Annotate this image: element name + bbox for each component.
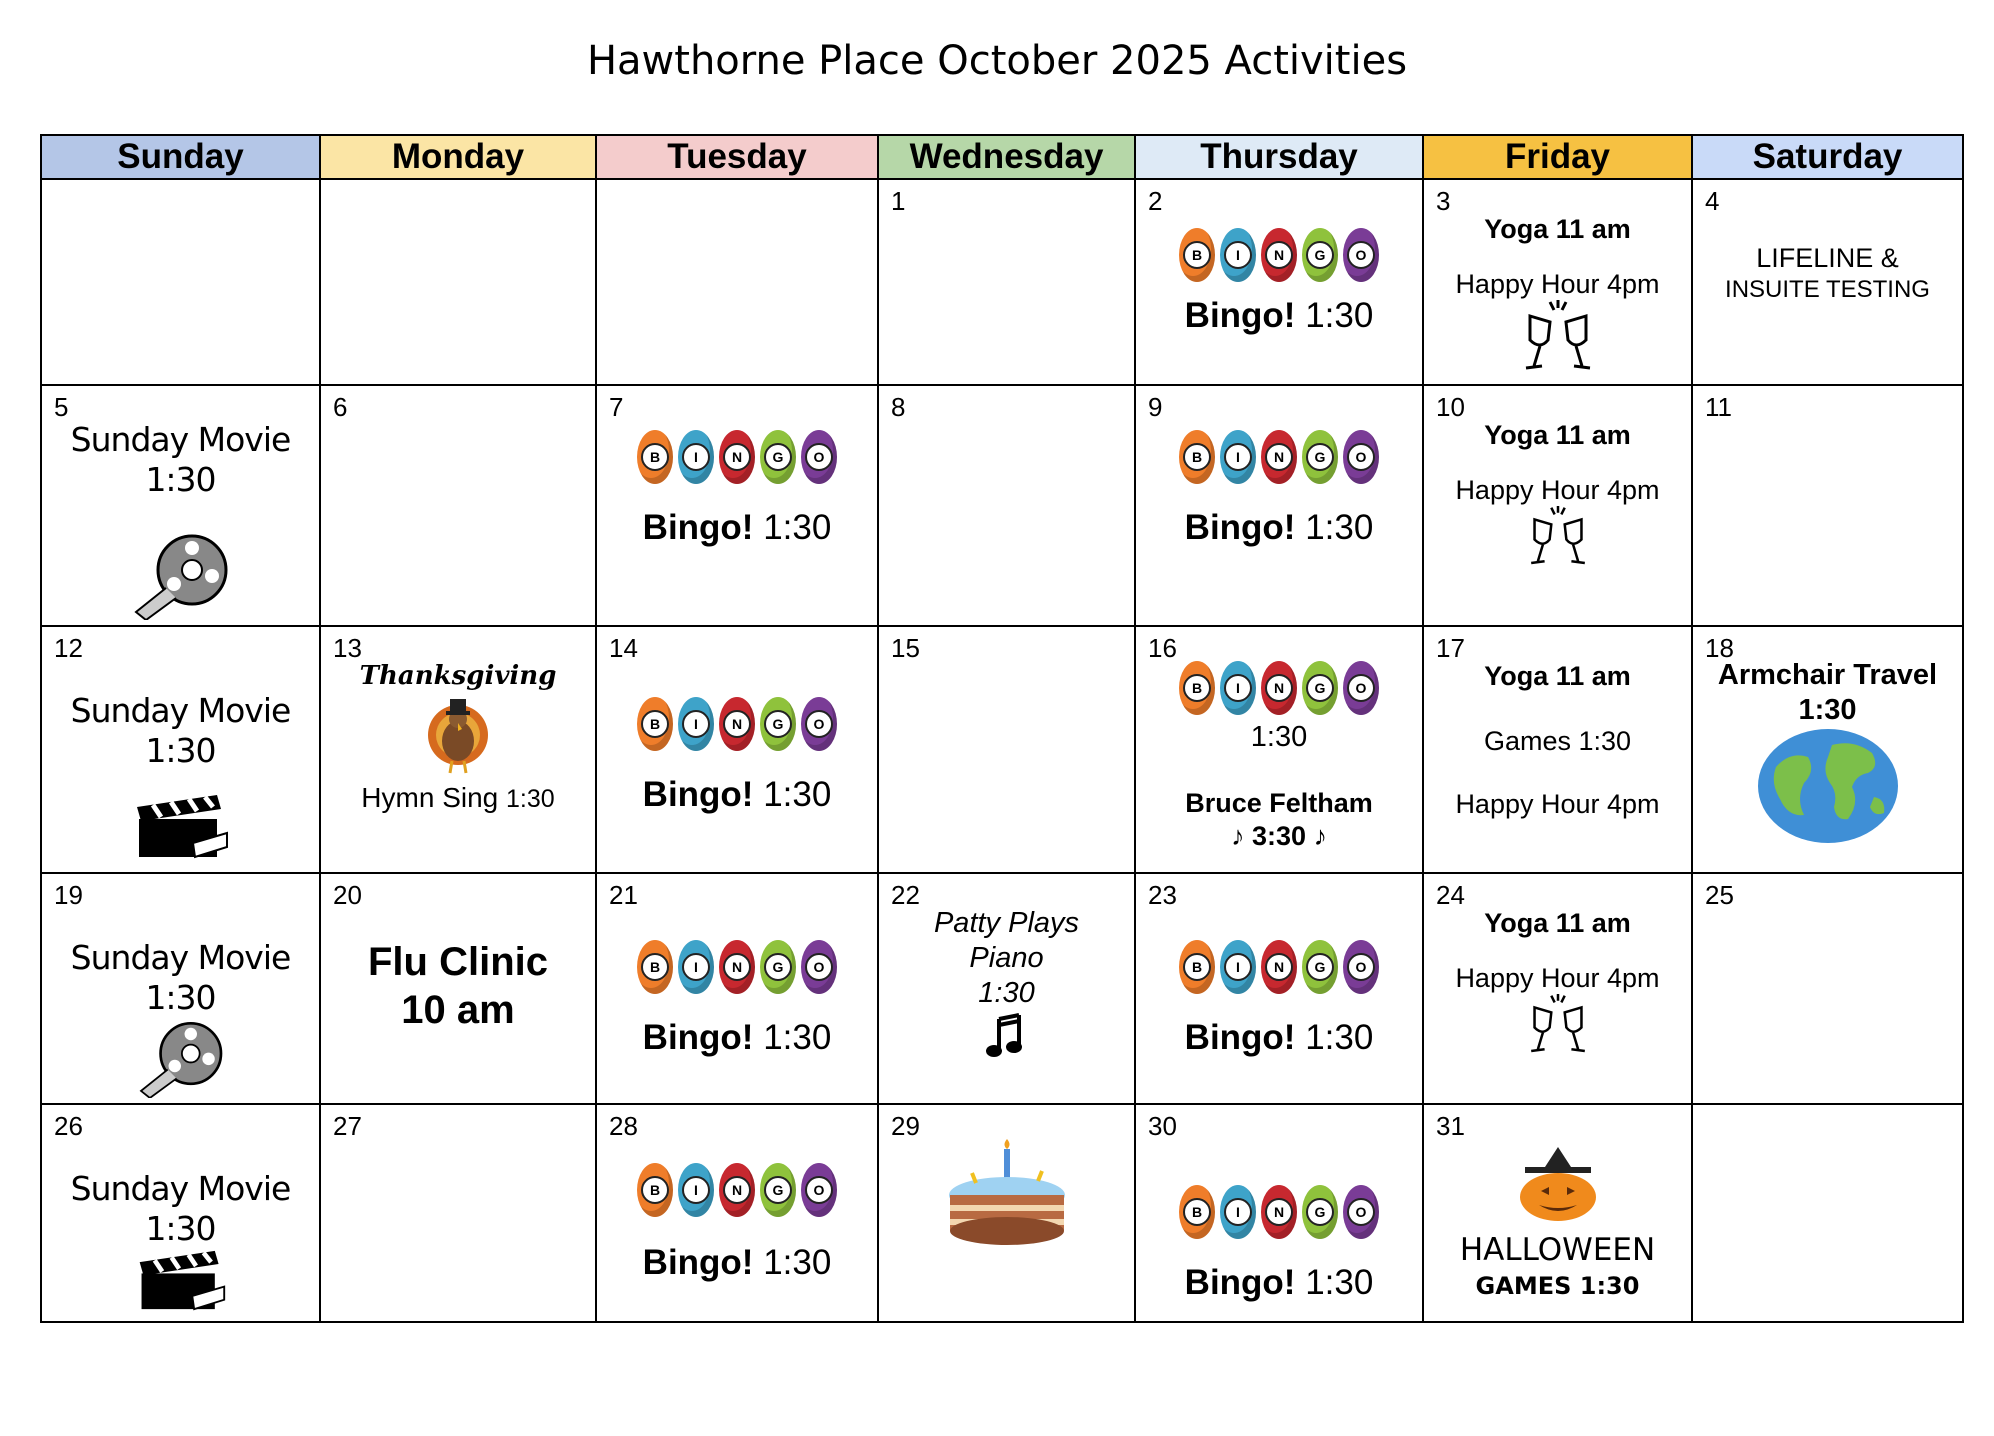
weekday-header-row: [41, 135, 1963, 179]
film-reel-icon: [126, 1018, 236, 1098]
music-note-icon: [985, 1011, 1029, 1061]
day-cell: [1692, 385, 1963, 626]
date-number: 24: [1436, 880, 1465, 910]
sunday-movie-event: Sunday Movie: [70, 420, 291, 459]
date-number: 7: [609, 392, 624, 422]
date-number: 21: [609, 880, 638, 910]
bingo-event: Bingo! 1:30: [1184, 296, 1374, 335]
day-cell: [596, 1104, 878, 1322]
day-cell-empty: [320, 179, 596, 385]
date-number: 17: [1436, 633, 1465, 663]
date-number: 19: [54, 880, 83, 910]
day-cell: [41, 873, 320, 1104]
date-number: 9: [1148, 392, 1163, 422]
week-row: [41, 179, 1963, 385]
day-cell: [41, 626, 320, 873]
date-number: 28: [609, 1111, 638, 1141]
day-cell: [1135, 179, 1423, 385]
armchair-travel-event: Armchair Travel: [1717, 659, 1938, 691]
bingo-balls-icon: B I N G O: [597, 697, 877, 751]
day-cell: [596, 626, 878, 873]
date-number: 27: [333, 1111, 362, 1141]
day-cell: [1135, 385, 1423, 626]
cheers-glasses-icon: [1510, 506, 1606, 568]
day-cell: [41, 385, 320, 626]
halloween-games: GAMES 1:30: [1475, 1272, 1640, 1300]
date-number: 22: [891, 880, 920, 910]
film-reel-icon: [126, 530, 236, 620]
date-number: 15: [891, 633, 920, 663]
cheers-glasses-icon: [1510, 300, 1606, 374]
thanksgiving-label: Thanksgiving: [359, 661, 557, 691]
day-cell: [1135, 1104, 1423, 1322]
movie-time: 1:30: [145, 978, 216, 1017]
date-number: 14: [609, 633, 638, 663]
bingo-event: Bingo! 1:30: [642, 1243, 832, 1282]
games-event: Games 1:30: [1483, 726, 1632, 756]
date-number: 10: [1436, 392, 1465, 422]
date-number: 20: [333, 880, 362, 910]
date-number: 3: [1436, 186, 1451, 216]
lifeline-event: LIFELINE &: [1756, 243, 1899, 273]
header-tuesday: Tuesday: [596, 135, 878, 179]
day-cell-empty: [1692, 1104, 1963, 1322]
movie-time: 1:30: [145, 1209, 216, 1248]
clapperboard-icon: [133, 1249, 229, 1311]
patty-plays-event: Patty Plays: [933, 907, 1080, 939]
day-cell-empty: [596, 179, 878, 385]
calendar-grid: [40, 134, 1964, 1323]
bingo-event: Bingo! 1:30: [642, 775, 832, 814]
day-cell: [878, 626, 1135, 873]
week-row: [41, 873, 1963, 1104]
date-number: 16: [1148, 633, 1177, 663]
day-cell: [1423, 385, 1692, 626]
day-cell: [1423, 626, 1692, 873]
date-number: 2: [1148, 186, 1163, 216]
date-number: 26: [54, 1111, 83, 1141]
day-cell: [1135, 873, 1423, 1104]
bruce-feltham-event: Bruce Feltham: [1185, 788, 1373, 818]
day-cell: [1692, 179, 1963, 385]
day-cell: [1135, 626, 1423, 873]
sunday-movie-event: Sunday Movie: [70, 1169, 291, 1208]
date-number: 23: [1148, 880, 1177, 910]
date-number: 18: [1705, 633, 1734, 663]
day-cell: [878, 873, 1135, 1104]
armchair-travel-time: 1:30: [1798, 694, 1857, 726]
bingo-balls-icon: B I N G O: [1136, 228, 1422, 282]
bingo-balls-icon: B I N G O: [597, 940, 877, 994]
happy-hour-event: Happy Hour 4pm: [1455, 475, 1660, 505]
date-number: 12: [54, 633, 83, 663]
bingo-event: Bingo! 1:30: [1184, 508, 1374, 547]
day-cell: [41, 1104, 320, 1322]
date-number: 6: [333, 392, 348, 422]
week-row: [41, 626, 1963, 873]
day-cell: [878, 385, 1135, 626]
day-cell: [320, 873, 596, 1104]
date-number: 5: [54, 392, 69, 422]
day-cell-empty: [41, 179, 320, 385]
bingo-time: 1:30: [1250, 721, 1308, 753]
bingo-balls-icon: B I N G O: [1136, 661, 1422, 715]
happy-hour-event: Happy Hour 4pm: [1455, 963, 1660, 993]
date-number: 25: [1705, 880, 1734, 910]
day-cell: [878, 1104, 1135, 1322]
cheers-glasses-icon: [1510, 994, 1606, 1056]
yoga-event: Yoga 11 am: [1484, 908, 1631, 938]
bingo-balls-icon: B I N G O: [597, 430, 877, 484]
sunday-movie-event: Sunday Movie: [70, 938, 291, 977]
day-cell: [878, 179, 1135, 385]
flu-clinic-event: Flu Clinic: [368, 940, 548, 984]
happy-hour-event: Happy Hour 4pm: [1455, 789, 1660, 819]
bingo-event: Bingo! 1:30: [642, 508, 832, 547]
movie-time: 1:30: [145, 731, 216, 770]
header-monday: Monday: [320, 135, 596, 179]
yoga-event: Yoga 11 am: [1484, 420, 1631, 450]
date-number: 29: [891, 1111, 920, 1141]
day-cell: [320, 385, 596, 626]
day-cell: [1423, 1104, 1692, 1322]
header-friday: Friday: [1423, 135, 1692, 179]
bruce-feltham-time: ♪ 3:30 ♪: [1230, 821, 1328, 851]
day-cell: [1692, 873, 1963, 1104]
header-thursday: Thursday: [1135, 135, 1423, 179]
patty-plays-time: 1:30: [978, 977, 1035, 1009]
week-row: [41, 385, 1963, 626]
day-cell: [1423, 873, 1692, 1104]
date-number: 1: [891, 186, 906, 216]
movie-time: 1:30: [145, 460, 216, 499]
date-number: 31: [1436, 1111, 1465, 1141]
week-row: [41, 1104, 1963, 1322]
birthday-cake-icon: [942, 1139, 1072, 1249]
happy-hour-event: Happy Hour 4pm: [1455, 269, 1660, 299]
flu-clinic-time: 10 am: [401, 988, 515, 1032]
day-cell: [320, 1104, 596, 1322]
header-wednesday: Wednesday: [878, 135, 1135, 179]
bingo-balls-icon: B I N G O: [1136, 940, 1422, 994]
turkey-icon: [418, 691, 498, 775]
bingo-event: Bingo! 1:30: [1184, 1018, 1374, 1057]
day-cell: [596, 873, 878, 1104]
header-saturday: Saturday: [1692, 135, 1963, 179]
bingo-balls-icon: B I N G O: [1136, 430, 1422, 484]
bingo-event: Bingo! 1:30: [642, 1018, 832, 1057]
jack-o-lantern-icon: [1503, 1143, 1613, 1223]
day-cell: [1423, 179, 1692, 385]
bingo-balls-icon: B I N G O: [1136, 1185, 1422, 1239]
yoga-event: Yoga 11 am: [1484, 661, 1631, 691]
day-cell: [1692, 626, 1963, 873]
header-sunday: Sunday: [41, 135, 320, 179]
date-number: 13: [333, 633, 362, 663]
date-number: 30: [1148, 1111, 1177, 1141]
sunday-movie-event: Sunday Movie: [70, 691, 291, 730]
date-number: 4: [1705, 186, 1720, 216]
day-cell: [596, 385, 878, 626]
globe-icon: [1756, 727, 1900, 845]
bingo-event: Bingo! 1:30: [1184, 1263, 1374, 1302]
date-number: 8: [891, 392, 906, 422]
day-cell: [320, 626, 596, 873]
halloween-event: HALLOWEEN: [1459, 1232, 1656, 1268]
patty-plays-piano: Piano: [969, 942, 1044, 974]
date-number: 11: [1705, 392, 1732, 422]
clapperboard-icon: [133, 793, 229, 859]
yoga-event: Yoga 11 am: [1484, 214, 1631, 244]
hymn-sing-event: Hymn Sing 1:30: [361, 782, 555, 813]
insuite-testing-event: INSUITE TESTING: [1725, 276, 1930, 303]
calendar-title: Hawthorne Place October 2025 Activities: [586, 38, 1408, 84]
bingo-balls-icon: B I N G O: [597, 1163, 877, 1217]
